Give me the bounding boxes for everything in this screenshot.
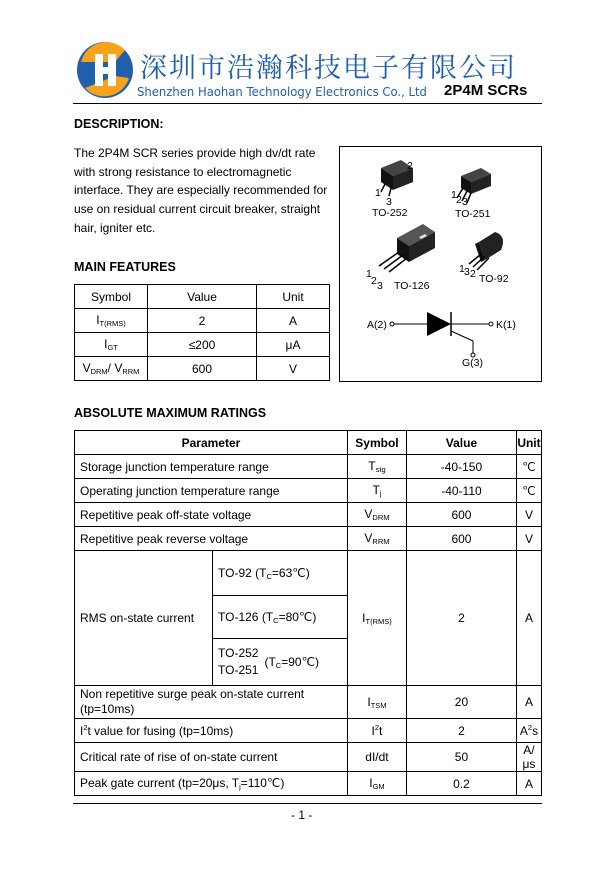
value-cell: 600 — [148, 357, 257, 381]
table-row — [75, 772, 542, 796]
symbol-cell: $I_{GT}$ — [75, 333, 148, 357]
description-heading: DESCRIPTION: — [74, 117, 164, 131]
table-row — [75, 333, 330, 357]
column-header: Value — [148, 285, 257, 309]
to252-label: TO-252 — [372, 207, 408, 219]
symbol-cell: $T_j$ — [347, 479, 406, 503]
to126-pin-3: 3 — [377, 280, 383, 292]
parameter-cell: Storage junction temperature range — [75, 455, 348, 479]
to252-pin-1: 1 — [375, 187, 381, 199]
parameter-cell: Repetitive peak off-state voltage — [75, 503, 348, 527]
symbol-cell: $V_{DRM}$ — [347, 503, 406, 527]
parameter-cell: Non repetitive surge peak on-state current (tp=10ms) — [75, 686, 348, 719]
parameter-cell: Operating junction temperature range — [75, 479, 348, 503]
value-cell: 600 — [406, 527, 516, 551]
table-header-row — [75, 431, 542, 455]
scr-schematic-symbol — [390, 312, 493, 357]
description-text: The 2P4M SCR series provide high dv/dt rate with strong resistance to electromagnetic interface. They are especially recommended for use on residual current circuit breaker, straight hair, igniter etc. — [74, 146, 328, 235]
table-row — [75, 503, 542, 527]
symbol-cell: $I_{TSM}$ — [347, 686, 406, 719]
to92-pin-2: 2 — [470, 268, 476, 280]
table-row — [75, 309, 330, 333]
value-cell: -40-110 — [406, 479, 516, 503]
ratings-table — [74, 430, 542, 796]
symbol-cell: dI/dt — [347, 743, 406, 772]
main-features-heading: MAIN FEATURES — [74, 260, 176, 274]
condition-cell: TO-252 TO-251 $(T_C=90℃)$ — [213, 639, 348, 686]
to126-pin-2: 2 — [371, 275, 377, 287]
company-logo — [75, 40, 135, 100]
to251-pin-1: 1 — [451, 189, 457, 201]
unit-cell: μA — [257, 333, 330, 357]
to251-label: TO-251 — [455, 208, 491, 220]
unit-cell: A — [516, 686, 541, 719]
unit-cell: A/μs — [516, 743, 541, 772]
value-cell: 2 — [406, 551, 516, 686]
table-row — [75, 743, 542, 772]
gate-label: G(3) — [462, 357, 483, 369]
company-name-chinese: 深圳市浩瀚科技电子有限公司 — [140, 53, 517, 84]
unit-cell: A — [516, 772, 541, 796]
column-header: Unit — [257, 285, 330, 309]
to126-label: TO-126 — [394, 280, 430, 292]
footer-divider — [73, 803, 542, 804]
unit-cell: V — [516, 503, 541, 527]
cathode-label: K(1) — [496, 319, 516, 331]
to92-package-icon — [469, 232, 503, 270]
ratings-heading: ABSOLUTE MAXIMUM RATINGS — [74, 406, 267, 420]
symbol-cell: $T_{stg}$ — [347, 455, 406, 479]
to251-pin-2: 2 — [456, 194, 462, 206]
unit-cell: A — [257, 309, 330, 333]
symbol-cell: $I_{T(RMS)}$ — [347, 551, 406, 686]
value-cell: 600 — [406, 503, 516, 527]
anode-label: A(2) — [367, 319, 387, 331]
value-cell: 50 — [406, 743, 516, 772]
to252-pin-3: 3 — [386, 196, 392, 208]
table-header-row — [75, 285, 330, 309]
unit-cell: ℃ — [516, 455, 541, 479]
unit-cell: V — [257, 357, 330, 381]
page-number: - 1 - — [291, 808, 313, 822]
to252-pin-2: 2 — [407, 160, 413, 172]
to92-pin-1: 1 — [459, 263, 465, 275]
table-row — [75, 719, 542, 743]
unit-cell: $A^2s$ — [516, 719, 541, 743]
column-header: Symbol — [347, 431, 406, 455]
package-diagram — [339, 146, 542, 382]
table-row — [75, 357, 330, 381]
unit-cell: V — [516, 527, 541, 551]
to251-pin-3: 3 — [462, 196, 468, 208]
value-cell: 2 — [406, 719, 516, 743]
symbol-cell: $V_{RRM}$ — [347, 527, 406, 551]
unit-cell: ℃ — [516, 479, 541, 503]
parameter-cell: RMS on-state current — [75, 551, 213, 686]
table-row — [75, 686, 542, 719]
to92-label: TO-92 — [479, 273, 509, 285]
to126-package-icon — [379, 224, 435, 272]
product-title: 2P4M SCRs — [444, 82, 528, 99]
parameter-cell: Repetitive peak reverse voltage — [75, 527, 348, 551]
parameter-cell: Peak gate current (tp=20μs, $T_j=110℃$) — [75, 772, 348, 796]
condition-cell: TO-92 $(T_C=63℃)$ — [213, 551, 348, 596]
parameter-cell: $I^2t$ value for fusing (tp=10ms) — [75, 719, 348, 743]
value-cell: 0.2 — [406, 772, 516, 796]
symbol-cell: $I_{GM}$ — [347, 772, 406, 796]
company-name-english: Shenzhen Haohan Technology Electronics Co., Ltd — [137, 84, 427, 99]
value-cell: -40-150 — [406, 455, 516, 479]
unit-cell: A — [516, 551, 541, 686]
main-features-table — [74, 284, 330, 381]
symbol-cell: $I_{T(RMS)}$ — [75, 309, 148, 333]
column-header: Unit — [516, 431, 541, 455]
to92-pin-3: 3 — [464, 266, 470, 278]
column-header: Parameter — [75, 431, 348, 455]
symbol-cell: $I^2t$ — [347, 719, 406, 743]
value-cell: 2 — [148, 309, 257, 333]
table-row — [75, 455, 542, 479]
table-row — [75, 551, 542, 596]
condition-cell: TO-126 $(T_C=80℃)$ — [213, 596, 348, 639]
column-header: Value — [406, 431, 516, 455]
symbol-cell: $V_{DRM}/$ $V_{RRM}$ — [75, 357, 148, 381]
table-row — [75, 479, 542, 503]
table-row — [75, 527, 542, 551]
header-divider — [73, 103, 542, 104]
to126-pin-1: 1 — [366, 268, 372, 280]
column-header: Symbol — [75, 285, 148, 309]
value-cell: ≤200 — [148, 333, 257, 357]
parameter-cell: Critical rate of rise of on-state current — [75, 743, 348, 772]
value-cell: 20 — [406, 686, 516, 719]
